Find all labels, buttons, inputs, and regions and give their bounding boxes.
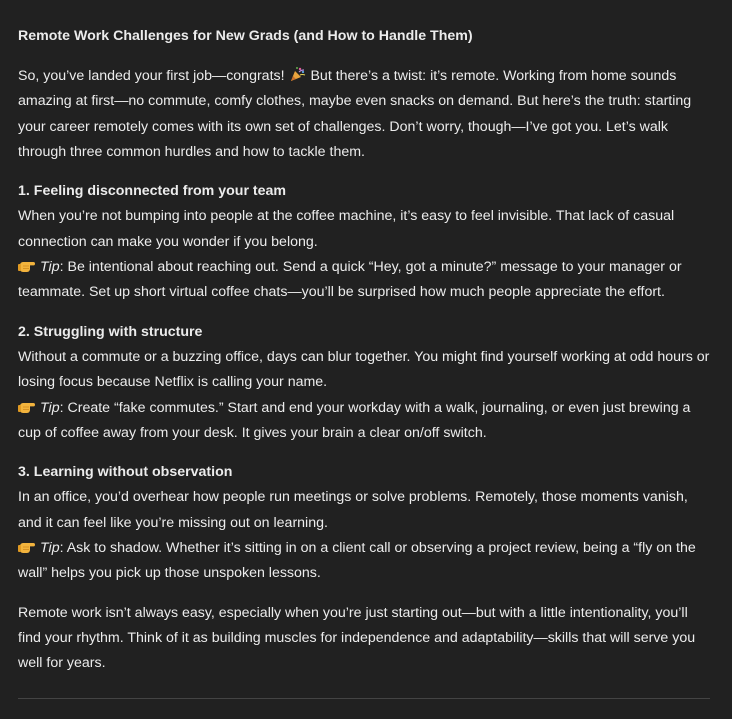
intro-text-end: But there’s a twist: it’s remote. Working from home sounds amazing at first—no commute, comfy clothes, maybe even snacks on demand. But here’s the truth: starting your career remotely comes with its own set of challenges. Don’t worry, though—I’ve got you. Let’s walk through three common hurdles and how to tackle them. xyxy=(18,68,692,160)
tip-paragraph xyxy=(18,396,712,447)
pointing-hand-icon xyxy=(18,257,35,272)
section-body: Without a commute or a buzzing office, days can blur together. You might find yourself working at odd hours or losing focus because Netflix is calling your name. xyxy=(18,348,710,391)
tip-text: : Be intentional about reaching out. Send a quick “Hey, got a minute?” message to your manager or teammate. Set up short virtual coffee chats—you’ll be surprised how much people appreciate the effort. xyxy=(18,259,682,301)
tip-label: Tip xyxy=(40,399,60,416)
section-heading: 2. Struggling with structure xyxy=(18,323,203,340)
pointing-hand-icon xyxy=(18,398,35,413)
tip-text: : Ask to shadow. Whether it’s sitting in on a client call or observing a project review, being a “fly on the wall” helps you pick up those unspoken lessons. xyxy=(18,540,696,582)
tip-label: Tip xyxy=(40,259,60,276)
section-heading: 1. Feeling disconnected from your team xyxy=(18,183,287,200)
section-body: In an office, you’d overhear how people run meetings or solve problems. Remotely, those moments vanish, and it can feel like you’re missing out on learning. xyxy=(18,489,688,531)
section-heading: 3. Learning without observation xyxy=(18,464,233,481)
section-structure xyxy=(18,320,712,446)
conclusion-paragraph: Remote work isn’t always easy, especially when you’re just starting out—but with a little intentionality, you’ll find your rhythm. Think of it as building muscles for independence and adaptability—skills that will serve you well for years. xyxy=(18,604,696,672)
pointing-hand-icon xyxy=(18,538,35,553)
section-disconnected xyxy=(18,179,712,305)
tip-paragraph xyxy=(18,536,712,587)
section-body: When you’re not bumping into people at the coffee machine, it’s easy to feel invisible. That lack of casual connection can make you wonder if you belong. xyxy=(18,208,675,250)
section-observation xyxy=(18,460,712,586)
article xyxy=(18,26,712,677)
party-popper-icon xyxy=(290,66,306,82)
tip-label: Tip xyxy=(40,540,60,557)
intro-text-start: So, you’ve landed your first job—congrats! xyxy=(18,68,285,84)
intro-paragraph xyxy=(18,64,712,165)
tip-paragraph xyxy=(18,255,712,306)
divider xyxy=(18,698,710,699)
article-title: Remote Work Challenges for New Grads (and How to Handle Them) xyxy=(18,28,473,44)
tip-text: : Create “fake commutes.” Start and end your workday with a walk, journaling, or even just brewing a cup of coffee away from your desk. It gives your brain a clear on/off switch. xyxy=(18,399,691,441)
